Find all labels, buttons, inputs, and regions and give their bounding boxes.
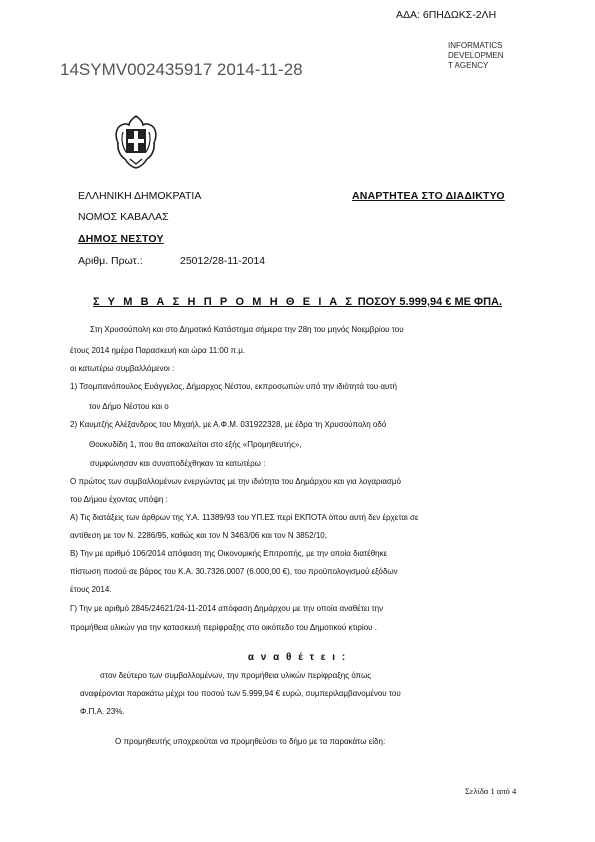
protocol-number: 25012/28-11-2014	[180, 255, 266, 267]
republic-name: ΕΛΛΗΝΙΚΗ ΔΗΜΟΚΡΑΤΙΑ	[78, 190, 202, 202]
ada-code: ΑΔΑ: 6ΠΗΔΩΚΣ-2ΛΗ	[396, 9, 497, 21]
clause-b-continuation: πίστωση ποσού σε βάρος του Κ.Α. 30.7326.0007 (6.000,00 €), του προϋπολογισμού εξόδων	[70, 567, 398, 576]
list-item: 2) Καυμτζής Αλέξανδρος του Μιχαήλ, με Α.Φ.Μ. 031922328, με έδρα τη Χρυσούπολη οδό	[70, 420, 387, 429]
clause-a-continuation: αντίθεση με τον Ν. 2286/95, καθώς και τον Ν 3463/06 και τον Ν 3852/10,	[70, 531, 327, 540]
paragraph-line: Ο πρώτος των συμβαλλομένων ενεργώντας με την ιδιότητα του Δημάρχου και για λογαριασμό	[70, 477, 401, 486]
page-number: Σελίδα 1 από 4	[465, 786, 517, 796]
paragraph-line: Ο προμηθευτής υποχρεούται να προμηθεύσει το δήμο με τα παρακάτω είδη:	[115, 737, 386, 746]
greek-emblem-icon	[110, 112, 162, 170]
paragraph-line: Στη Χρυσούπολη και στο Δημοτικό Κατάστημα σήμερα την 28η του μηνός Νοεμβρίου του	[90, 325, 404, 334]
registry-code: 14SYMV002435917 2014-11-28	[60, 60, 303, 79]
paragraph-line: αναφέρονται παρακάτω μέχρι του ποσού των 5.999,94 € ευρώ, συμπεριλαμβανομένου του	[80, 689, 401, 698]
signature-stamp-label: INFORMATICS DEVELOPMEN T AGENCY	[448, 41, 504, 70]
paragraph-line: συμφώνησαν και συναποδέχθηκαν τα κατωτέρω :	[90, 459, 266, 468]
clause-g: Γ) Την με αριθμό 2845/24621/24-11-2014 απόφαση Δημάρχου με την οποία αναθέτει την	[70, 604, 384, 613]
paragraph-line: έτους 2014 ημέρα Παρασκευή και ώρα 11:00 π.μ.	[70, 346, 246, 355]
clause-g-continuation: προμήθεια υλικών για την κατασκευή περίφραξης στο οικόπεδο του Δημοτικού κτιρίου .	[70, 623, 377, 632]
publish-note: ΑΝΑΡΤΗΤΕΑ ΣΤΟ ΔΙΑΔΙΚΤΥΟ	[352, 190, 505, 202]
municipality-name: ΔΗΜΟΣ ΝΕΣΤΟΥ	[78, 233, 164, 245]
assigns-heading: α ν α θ έ τ ε ι :	[247, 652, 348, 663]
paragraph-line: του Δήμου έχοντας υπόψη :	[70, 495, 168, 504]
list-item: 1) Τσομπανόπουλος Ευάγγελος, Δήμαρχος Νέστου, εκπροσωπών υπό την ιδιότητά του αυτή	[70, 382, 397, 391]
clause-b: Β) Την με αριθμό 106/2014 απόφαση της Οικονομικής Επιτροπής, με την οποία διατέθηκε	[70, 549, 388, 558]
paragraph-line: Φ.Π.Α. 23%.	[80, 707, 125, 716]
contract-title-amount: ΠΟΣΟΥ 5.999,94 € ΜΕ ΦΠΑ.	[357, 296, 503, 308]
prefecture-name: ΝΟΜΟΣ ΚΑΒΑΛΑΣ	[78, 211, 169, 223]
paragraph-line: οι κατωτέρω συμβαλλόμενοι :	[70, 364, 175, 373]
list-item-continuation: τον Δήμο Νέστου και ο	[89, 402, 169, 411]
paragraph-line: στον δεύτερο των συμβαλλομένων, την προμήθεια υλικών περίφραξης όπως	[100, 671, 372, 680]
protocol-label: Αριθμ. Πρωτ.:	[78, 255, 143, 267]
contract-title-spaced: Σ Υ Μ Β Α Σ Η Π Ρ Ο Μ Η Θ Ε Ι Α Σ	[92, 296, 355, 308]
clause-b-continuation: έτους 2014.	[70, 585, 112, 594]
contract-title	[30, 296, 565, 308]
list-item-continuation: Θουκυδίδη 1, που θα αποκαλείται στο εξής «Προμηθευτής»,	[89, 440, 302, 449]
clause-a: Α) Τις διατάξεις των άρθρων της Υ.Α. 11389/93 του ΥΠ.ΕΣ περί ΕΚΠΟΤΑ όπου αυτή δεν έρχεται σε	[70, 513, 419, 522]
